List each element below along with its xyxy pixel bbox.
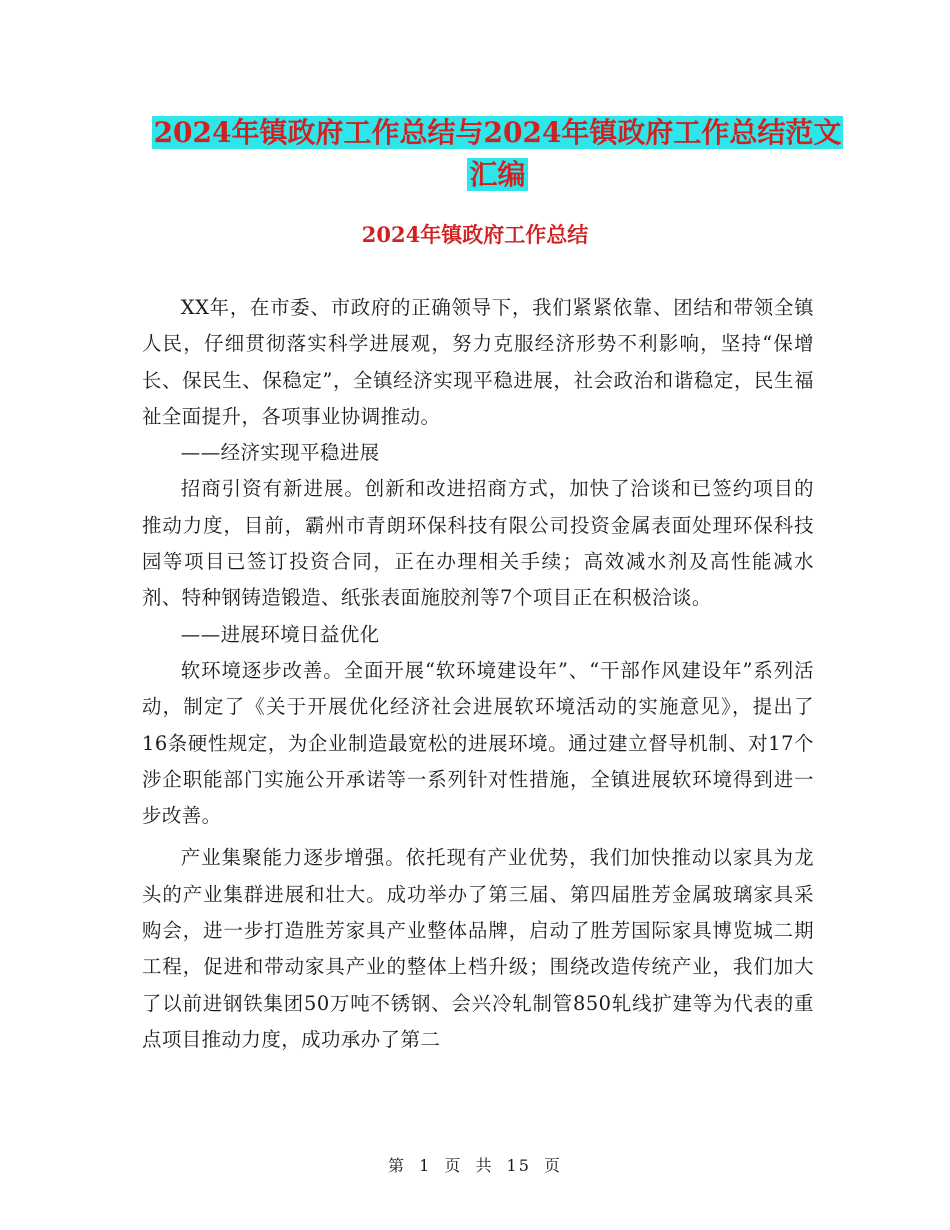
document-title bbox=[140, 112, 855, 196]
paragraph-investment: 招商引资有新进展。创新和改进招商方式，加快了洽谈和已签约项目的推动力度，目前，霸州市青朗环保科技有限公司投资金属表面处理环保科技园等项目已签订投资合同，正在办理相关手续；高效减水剂及高性能减水剂、特种钢铸造锻造、纸张表面施胶剂等7个项目正在积极洽谈。 bbox=[142, 477, 814, 610]
paragraph-soft-environment: 软环境逐步改善。全面开展“软环境建设年”、“干部作风建设年”系列活动，制定了《关于开展优化经济社会进展软环境活动的实施意见》，提出了16条硬性规定，为企业制造最宽松的进展环境。通过建立督导机制、对17个涉企职能部门实施公开承诺等一系列针对性措施，全镇进展软环境得到进一步改善。 bbox=[142, 658, 814, 828]
title-line-2: 汇编 bbox=[469, 158, 526, 191]
paragraph-intro: XX年，在市委、市政府的正确领导下，我们紧紧依靠、团结和带领全镇人民，仔细贯彻落实科学进展观，努力克服经济形势不利影响，坚持“保增长、保民生、保稳定”，全镇经济实现平稳进展，社会政治和谐稳定，民生福祉全面提升，各项事业协调推动。 bbox=[142, 296, 814, 428]
paragraph-industry-cluster: 产业集聚能力逐步增强。依托现有产业优势，我们加快推动以家具为龙头的产业集群进展和壮大。成功举办了第三届、第四届胜芳金属玻璃家具采购会，进一步打造胜芳家具产业整体品牌，启动了胜芳国际家具博览城二期工程，促进和带动家具产业的整体上档升级；围绕改造传统产业，我们加大了以前进钢铁集团50万吨不锈钢、会兴冷轧制管850轧线扩建等为代表的重点项目推动力度，成功承办了第二 bbox=[142, 846, 814, 1051]
page-number-footer: 第 1 页 共 15 页 bbox=[388, 1156, 562, 1175]
subheading-environment: ——进展环境日益优化 bbox=[180, 622, 380, 646]
title-line-1: 2024年镇政府工作总结与2024年镇政府工作总结范文 bbox=[153, 116, 842, 149]
section-title: 2024年镇政府工作总结 bbox=[361, 222, 589, 247]
subheading-economy: ——经济实现平稳进展 bbox=[180, 441, 380, 465]
document-body bbox=[142, 290, 814, 1058]
